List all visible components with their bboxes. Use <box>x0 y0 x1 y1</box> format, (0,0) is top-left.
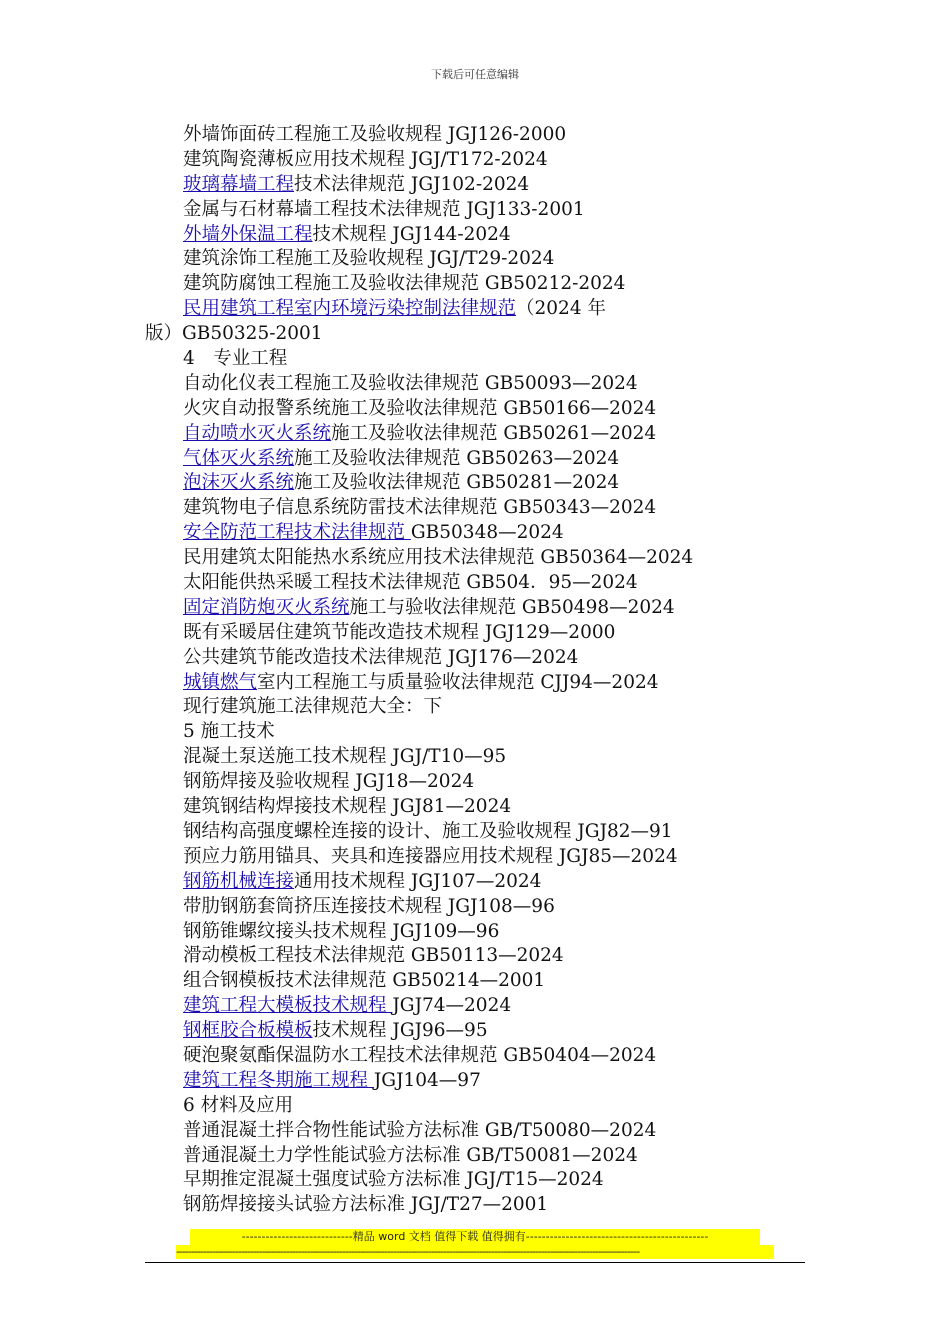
doc-line <box>145 571 825 596</box>
standard-link[interactable]: 外墙外保温工程 <box>183 223 313 245</box>
line-text: 施工及验收法律规范 GB50281—2024 <box>294 472 620 494</box>
standard-link[interactable]: 钢筋机械连接 <box>183 870 295 892</box>
doc-line <box>145 1094 825 1119</box>
doc-line <box>145 596 825 621</box>
page-header: 下载后可任意编辑 <box>431 68 519 81</box>
line-text: 普通混凝土力学性能试验方法标准 GB/T50081—2024 <box>183 1144 638 1166</box>
doc-line <box>145 223 825 248</box>
standard-link[interactable]: 建筑工程冬期施工规程 <box>183 1069 374 1091</box>
doc-line <box>145 372 825 397</box>
line-text: 民用建筑太阳能热水系统应用技术法律规范 GB50364—2024 <box>183 547 694 569</box>
line-text: 室内工程施工与质量验收法律规范 CJJ94—2024 <box>257 671 659 693</box>
line-text: JGJ74—2024 <box>392 995 512 1017</box>
doc-line <box>145 770 825 795</box>
line-text: 混凝土泵送施工技术规程 JGJ/T10—95 <box>183 746 507 768</box>
doc-line <box>145 397 825 422</box>
line-text: 钢结构高强度螺栓连接的设计、施工及验收规程 JGJ82—91 <box>183 820 673 842</box>
standard-link[interactable]: 民用建筑工程室内环境污染控制法律规范 <box>183 298 517 320</box>
line-text: 公共建筑节能改造技术法律规范 JGJ176—2024 <box>183 646 579 668</box>
doc-line <box>145 1119 825 1144</box>
doc-line <box>145 745 825 770</box>
doc-line <box>145 272 825 297</box>
doc-line <box>145 795 825 820</box>
standard-link[interactable]: 泡沫灭火系统 <box>183 472 295 494</box>
line-text: 太阳能供热采暖工程技术法律规范 GB504．95—2024 <box>183 572 638 594</box>
doc-line <box>145 895 825 920</box>
line-text: 施工及验收法律规范 GB50261—2024 <box>331 422 657 444</box>
doc-line <box>145 646 825 671</box>
line-text: 5 施工技术 <box>183 721 275 743</box>
doc-line <box>145 969 825 994</box>
line-text: 通用技术规程 JGJ107—2024 <box>294 870 542 892</box>
line-text: 施工及验收法律规范 GB50263—2024 <box>294 447 620 469</box>
doc-line <box>145 198 825 223</box>
line-text: 技术规程 JGJ96—95 <box>312 1020 488 1042</box>
doc-line <box>145 297 825 322</box>
line-text: 建筑防腐蚀工程施工及验收法律规范 GB50212-2024 <box>183 273 626 295</box>
doc-line <box>145 496 825 521</box>
doc-line <box>145 820 825 845</box>
standard-link[interactable]: 建筑工程大模板技术规程 <box>183 995 393 1017</box>
line-text: 钢筋焊接及验收规程 JGJ18—2024 <box>183 771 475 793</box>
line-text: 滑动模板工程技术法律规范 GB50113—2024 <box>183 945 564 967</box>
line-text: 6 材料及应用 <box>183 1094 294 1116</box>
line-text: 技术规程 JGJ144-2024 <box>312 223 511 245</box>
line-text: 现行建筑施工法律规范大全：下 <box>183 696 443 718</box>
line-text: 版）GB50325-2001 <box>145 323 323 345</box>
doc-line <box>145 521 825 546</box>
doc-line <box>145 347 825 372</box>
standard-link[interactable]: 钢框胶合板模板 <box>183 1020 313 1042</box>
line-text: 带肋钢筋套筒挤压连接技术规程 JGJ108—96 <box>183 895 555 917</box>
doc-line <box>145 944 825 969</box>
standard-link[interactable]: 固定消防炮灭火系统 <box>183 596 350 618</box>
footer-dash-line: ------------------------------------------------------------------------------------------------------------------------------------------------------------ <box>176 1245 774 1259</box>
line-text: 4 专业工程 <box>183 348 288 370</box>
line-text: 外墙饰面砖工程施工及验收规程 JGJ126-2000 <box>183 124 567 145</box>
doc-line <box>145 920 825 945</box>
line-text: GB50348—2024 <box>410 522 564 544</box>
line-text: 建筑涂饰工程施工及验收规程 JGJ/T29-2024 <box>183 248 555 270</box>
doc-line <box>145 447 825 472</box>
doc-line <box>145 1019 825 1044</box>
doc-line <box>145 695 825 720</box>
line-text: 硬泡聚氨酯保温防水工程技术法律规范 GB50404—2024 <box>183 1044 657 1066</box>
line-text: 金属与石材幕墙工程技术法律规范 JGJ133-2001 <box>183 198 585 220</box>
doc-line <box>145 870 825 895</box>
footer-banner: ----------------------------精品 word 文档 值得下载 值得拥有---------------------------------------------- <box>190 1229 760 1245</box>
footer-rule <box>145 1262 805 1263</box>
line-text: 施工与验收法律规范 GB50498—2024 <box>349 596 675 618</box>
doc-line <box>145 422 825 447</box>
standard-link[interactable]: 安全防范工程技术法律规范 <box>183 522 411 544</box>
standard-link[interactable]: 气体灭火系统 <box>183 447 295 469</box>
line-text: 预应力筋用锚具、夹具和连接器应用技术规程 JGJ85—2024 <box>183 845 678 867</box>
doc-line <box>145 1193 825 1218</box>
line-text: 钢筋焊接接头试验方法标准 JGJ/T27—2001 <box>183 1194 549 1216</box>
doc-line <box>145 1144 825 1169</box>
doc-line <box>145 994 825 1019</box>
standard-link[interactable]: 城镇燃气 <box>183 671 258 693</box>
doc-line <box>145 845 825 870</box>
line-text: 组合钢模板技术法律规范 GB50214—2001 <box>183 970 546 992</box>
line-text: 普通混凝土拌合物性能试验方法标准 GB/T50080—2024 <box>183 1119 657 1141</box>
doc-line <box>145 148 825 173</box>
doc-line <box>145 1069 825 1094</box>
line-text: 钢筋锥螺纹接头技术规程 JGJ109—96 <box>183 920 500 942</box>
standard-link[interactable]: 自动喷水灭火系统 <box>183 422 332 444</box>
doc-line <box>145 123 825 148</box>
doc-line <box>145 621 825 646</box>
line-text: 早期推定混凝土强度试验方法标准 JGJ/T15—2024 <box>183 1169 604 1191</box>
document-body <box>145 123 825 1218</box>
doc-line <box>145 671 825 696</box>
line-text: 自动化仪表工程施工及验收法律规范 GB50093—2024 <box>183 372 638 394</box>
doc-line <box>145 471 825 496</box>
line-text: JGJ104—97 <box>373 1069 481 1091</box>
doc-line <box>145 173 825 198</box>
line-text: 建筑钢结构焊接技术规程 JGJ81—2024 <box>183 796 512 818</box>
line-text: 建筑陶瓷薄板应用技术规程 JGJ/T172-2024 <box>183 148 548 170</box>
standard-link[interactable]: 玻璃幕墙工程 <box>183 173 295 195</box>
doc-line <box>145 1168 825 1193</box>
line-text: 火灾自动报警系统施工及验收法律规范 GB50166—2024 <box>183 397 657 419</box>
line-text: 技术法律规范 JGJ102-2024 <box>294 173 530 195</box>
line-text: 既有采暖居住建筑节能改造技术规程 JGJ129—2000 <box>183 621 616 643</box>
doc-line <box>145 1044 825 1069</box>
doc-line <box>145 720 825 745</box>
doc-line <box>145 322 825 347</box>
doc-line <box>145 546 825 571</box>
line-text: （2024 年 <box>516 298 606 320</box>
line-text: 建筑物电子信息系统防雷技术法律规范 GB50343—2024 <box>183 497 657 519</box>
doc-line <box>145 247 825 272</box>
